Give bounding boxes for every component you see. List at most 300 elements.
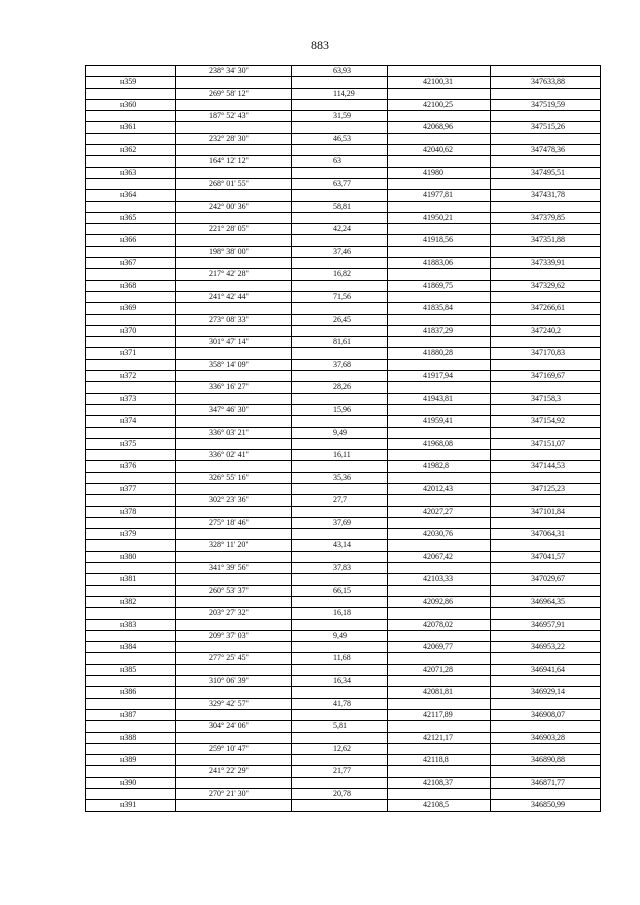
table-row bbox=[86, 732, 601, 743]
table-row bbox=[86, 608, 601, 619]
y-coordinate-cell bbox=[491, 721, 601, 732]
coordinates-table-body bbox=[86, 66, 601, 812]
direction-angle-cell bbox=[176, 506, 292, 517]
x-coordinate-cell bbox=[388, 472, 491, 483]
point-name-cell: н378 bbox=[86, 506, 176, 517]
distance-cell: 9,49 bbox=[292, 630, 388, 641]
y-coordinate-cell: 346890,88 bbox=[491, 755, 601, 766]
x-coordinate-cell: 42092,86 bbox=[388, 596, 491, 607]
y-coordinate-cell bbox=[491, 337, 601, 348]
distance-cell bbox=[292, 416, 388, 427]
point-name-cell: н372 bbox=[86, 371, 176, 382]
x-coordinate-cell bbox=[388, 404, 491, 415]
point-name-cell: н380 bbox=[86, 551, 176, 562]
direction-angle-cell: 164° 12' 12" bbox=[176, 156, 292, 167]
y-coordinate-cell: 347154,92 bbox=[491, 416, 601, 427]
x-coordinate-cell bbox=[388, 359, 491, 370]
distance-cell: 16,18 bbox=[292, 608, 388, 619]
point-name-cell bbox=[86, 721, 176, 732]
table-row bbox=[86, 709, 601, 720]
x-coordinate-cell: 41837,29 bbox=[388, 325, 491, 336]
x-coordinate-cell bbox=[388, 201, 491, 212]
table-row bbox=[86, 314, 601, 325]
point-name-cell bbox=[86, 743, 176, 754]
y-coordinate-cell bbox=[491, 178, 601, 189]
point-name-cell bbox=[86, 382, 176, 393]
x-coordinate-cell: 41917,94 bbox=[388, 371, 491, 382]
y-coordinate-cell: 347041,57 bbox=[491, 551, 601, 562]
direction-angle-cell: 242° 00' 36" bbox=[176, 201, 292, 212]
distance-cell bbox=[292, 687, 388, 698]
point-name-cell bbox=[86, 88, 176, 99]
table-row bbox=[86, 156, 601, 167]
table-row bbox=[86, 777, 601, 788]
table-row bbox=[86, 66, 601, 77]
y-coordinate-cell: 347329,62 bbox=[491, 280, 601, 291]
point-name-cell: н366 bbox=[86, 235, 176, 246]
point-name-cell bbox=[86, 66, 176, 77]
table-row bbox=[86, 642, 601, 653]
distance-cell: 63 bbox=[292, 156, 388, 167]
y-coordinate-cell: 346850,99 bbox=[491, 800, 601, 811]
point-name-cell: н376 bbox=[86, 461, 176, 472]
table-row bbox=[86, 563, 601, 574]
direction-angle-cell bbox=[176, 258, 292, 269]
point-name-cell: н365 bbox=[86, 212, 176, 223]
x-coordinate-cell: 42012,43 bbox=[388, 483, 491, 494]
x-coordinate-cell: 42117,89 bbox=[388, 709, 491, 720]
point-name-cell bbox=[86, 495, 176, 506]
y-coordinate-cell bbox=[491, 789, 601, 800]
point-name-cell: н384 bbox=[86, 642, 176, 653]
distance-cell bbox=[292, 551, 388, 562]
distance-cell: 41,78 bbox=[292, 698, 388, 709]
table-row bbox=[86, 653, 601, 664]
direction-angle-cell bbox=[176, 732, 292, 743]
point-name-cell bbox=[86, 291, 176, 302]
y-coordinate-cell: 347478,36 bbox=[491, 145, 601, 156]
table-row bbox=[86, 800, 601, 811]
y-coordinate-cell: 347339,91 bbox=[491, 258, 601, 269]
point-name-cell bbox=[86, 653, 176, 664]
y-coordinate-cell bbox=[491, 540, 601, 551]
y-coordinate-cell bbox=[491, 111, 601, 122]
x-coordinate-cell bbox=[388, 291, 491, 302]
table-row bbox=[86, 517, 601, 528]
point-name-cell: н367 bbox=[86, 258, 176, 269]
x-coordinate-cell: 41959,41 bbox=[388, 416, 491, 427]
point-name-cell: н383 bbox=[86, 619, 176, 630]
distance-cell: 16,82 bbox=[292, 269, 388, 280]
distance-cell: 63,93 bbox=[292, 66, 388, 77]
point-name-cell bbox=[86, 517, 176, 528]
distance-cell bbox=[292, 145, 388, 156]
distance-cell bbox=[292, 483, 388, 494]
direction-angle-cell bbox=[176, 99, 292, 110]
x-coordinate-cell bbox=[388, 540, 491, 551]
table-row bbox=[86, 269, 601, 280]
x-coordinate-cell bbox=[388, 450, 491, 461]
table-row bbox=[86, 664, 601, 675]
point-name-cell bbox=[86, 246, 176, 257]
direction-angle-cell: 304° 24' 06" bbox=[176, 721, 292, 732]
y-coordinate-cell bbox=[491, 495, 601, 506]
distance-cell: 37,68 bbox=[292, 359, 388, 370]
point-name-cell: н379 bbox=[86, 529, 176, 540]
table-row bbox=[86, 371, 601, 382]
point-name-cell bbox=[86, 314, 176, 325]
distance-cell bbox=[292, 506, 388, 517]
distance-cell bbox=[292, 664, 388, 675]
y-coordinate-cell: 347158,3 bbox=[491, 393, 601, 404]
x-coordinate-cell: 42030,76 bbox=[388, 529, 491, 540]
point-name-cell: н387 bbox=[86, 709, 176, 720]
distance-cell bbox=[292, 709, 388, 720]
direction-angle-cell: 329° 42' 57" bbox=[176, 698, 292, 709]
direction-angle-cell: 241° 42' 44" bbox=[176, 291, 292, 302]
distance-cell: 42,24 bbox=[292, 224, 388, 235]
distance-cell: 27,7 bbox=[292, 495, 388, 506]
y-coordinate-cell bbox=[491, 653, 601, 664]
table-row bbox=[86, 529, 601, 540]
x-coordinate-cell: 42108,37 bbox=[388, 777, 491, 788]
point-name-cell: н370 bbox=[86, 325, 176, 336]
distance-cell bbox=[292, 258, 388, 269]
point-name-cell bbox=[86, 789, 176, 800]
distance-cell bbox=[292, 800, 388, 811]
direction-angle-cell bbox=[176, 483, 292, 494]
x-coordinate-cell bbox=[388, 269, 491, 280]
x-coordinate-cell: 41977,81 bbox=[388, 190, 491, 201]
direction-angle-cell: 241° 22' 29" bbox=[176, 766, 292, 777]
distance-cell: 63,77 bbox=[292, 178, 388, 189]
point-name-cell: н375 bbox=[86, 438, 176, 449]
x-coordinate-cell bbox=[388, 585, 491, 596]
coordinates-table bbox=[85, 65, 601, 812]
distance-cell: 26,45 bbox=[292, 314, 388, 325]
y-coordinate-cell: 346871,77 bbox=[491, 777, 601, 788]
distance-cell: 58,81 bbox=[292, 201, 388, 212]
direction-angle-cell: 217° 42' 28" bbox=[176, 269, 292, 280]
y-coordinate-cell: 346941,64 bbox=[491, 664, 601, 675]
x-coordinate-cell bbox=[388, 427, 491, 438]
x-coordinate-cell bbox=[388, 698, 491, 709]
direction-angle-cell: 302° 23' 36" bbox=[176, 495, 292, 506]
direction-angle-cell bbox=[176, 664, 292, 675]
distance-cell: 20,78 bbox=[292, 789, 388, 800]
table-row bbox=[86, 111, 601, 122]
x-coordinate-cell: 41968,08 bbox=[388, 438, 491, 449]
point-name-cell bbox=[86, 676, 176, 687]
x-coordinate-cell bbox=[388, 382, 491, 393]
y-coordinate-cell: 347064,31 bbox=[491, 529, 601, 540]
y-coordinate-cell bbox=[491, 743, 601, 754]
distance-cell bbox=[292, 77, 388, 88]
table-row bbox=[86, 630, 601, 641]
direction-angle-cell: 203° 27' 32" bbox=[176, 608, 292, 619]
point-name-cell: н374 bbox=[86, 416, 176, 427]
distance-cell bbox=[292, 438, 388, 449]
distance-cell bbox=[292, 190, 388, 201]
y-coordinate-cell bbox=[491, 698, 601, 709]
distance-cell bbox=[292, 99, 388, 110]
table-row bbox=[86, 190, 601, 201]
direction-angle-cell: 232° 28' 30" bbox=[176, 133, 292, 144]
table-row bbox=[86, 766, 601, 777]
table-row bbox=[86, 585, 601, 596]
y-coordinate-cell bbox=[491, 314, 601, 325]
direction-angle-cell: 260° 53' 37" bbox=[176, 585, 292, 596]
y-coordinate-cell: 346908,07 bbox=[491, 709, 601, 720]
table-row bbox=[86, 303, 601, 314]
x-coordinate-cell: 42100,31 bbox=[388, 77, 491, 88]
distance-cell bbox=[292, 642, 388, 653]
distance-cell: 21,77 bbox=[292, 766, 388, 777]
point-name-cell: н360 bbox=[86, 99, 176, 110]
x-coordinate-cell: 41943,81 bbox=[388, 393, 491, 404]
point-name-cell: н361 bbox=[86, 122, 176, 133]
x-coordinate-cell bbox=[388, 563, 491, 574]
direction-angle-cell bbox=[176, 325, 292, 336]
direction-angle-cell: 270° 21' 30" bbox=[176, 789, 292, 800]
direction-angle-cell: 221° 28' 05" bbox=[176, 224, 292, 235]
direction-angle-cell bbox=[176, 709, 292, 720]
y-coordinate-cell: 346964,35 bbox=[491, 596, 601, 607]
y-coordinate-cell: 347431,78 bbox=[491, 190, 601, 201]
x-coordinate-cell: 42118,8 bbox=[388, 755, 491, 766]
point-name-cell: н381 bbox=[86, 574, 176, 585]
distance-cell: 66,15 bbox=[292, 585, 388, 596]
x-coordinate-cell: 42103,33 bbox=[388, 574, 491, 585]
distance-cell: 9,49 bbox=[292, 427, 388, 438]
direction-angle-cell: 277° 25' 45" bbox=[176, 653, 292, 664]
table-row bbox=[86, 427, 601, 438]
y-coordinate-cell bbox=[491, 766, 601, 777]
direction-angle-cell: 259° 10' 47" bbox=[176, 743, 292, 754]
y-coordinate-cell bbox=[491, 608, 601, 619]
y-coordinate-cell bbox=[491, 269, 601, 280]
direction-angle-cell bbox=[176, 235, 292, 246]
direction-angle-cell: 273° 08' 33" bbox=[176, 314, 292, 325]
table-row bbox=[86, 450, 601, 461]
x-coordinate-cell bbox=[388, 337, 491, 348]
y-coordinate-cell bbox=[491, 359, 601, 370]
y-coordinate-cell: 346953,22 bbox=[491, 642, 601, 653]
distance-cell bbox=[292, 167, 388, 178]
direction-angle-cell bbox=[176, 438, 292, 449]
table-row bbox=[86, 687, 601, 698]
point-name-cell bbox=[86, 337, 176, 348]
distance-cell bbox=[292, 574, 388, 585]
point-name-cell bbox=[86, 201, 176, 212]
point-name-cell: н391 bbox=[86, 800, 176, 811]
y-coordinate-cell bbox=[491, 676, 601, 687]
table-row bbox=[86, 201, 601, 212]
x-coordinate-cell: 42069,77 bbox=[388, 642, 491, 653]
distance-cell: 37,69 bbox=[292, 517, 388, 528]
x-coordinate-cell bbox=[388, 495, 491, 506]
distance-cell bbox=[292, 461, 388, 472]
direction-angle-cell: 341° 39' 56" bbox=[176, 563, 292, 574]
y-coordinate-cell bbox=[491, 472, 601, 483]
distance-cell: 15,96 bbox=[292, 404, 388, 415]
direction-angle-cell bbox=[176, 393, 292, 404]
x-coordinate-cell: 41950,21 bbox=[388, 212, 491, 223]
y-coordinate-cell bbox=[491, 291, 601, 302]
y-coordinate-cell bbox=[491, 382, 601, 393]
point-name-cell: н359 bbox=[86, 77, 176, 88]
table-row bbox=[86, 551, 601, 562]
point-name-cell bbox=[86, 585, 176, 596]
direction-angle-cell bbox=[176, 596, 292, 607]
page-number: 883 bbox=[311, 38, 329, 52]
direction-angle-cell bbox=[176, 77, 292, 88]
distance-cell bbox=[292, 619, 388, 630]
point-name-cell: н371 bbox=[86, 348, 176, 359]
table-row bbox=[86, 77, 601, 88]
direction-angle-cell bbox=[176, 461, 292, 472]
distance-cell: 28,26 bbox=[292, 382, 388, 393]
y-coordinate-cell bbox=[491, 630, 601, 641]
distance-cell: 11,68 bbox=[292, 653, 388, 664]
direction-angle-cell bbox=[176, 371, 292, 382]
distance-cell bbox=[292, 235, 388, 246]
point-name-cell bbox=[86, 472, 176, 483]
y-coordinate-cell bbox=[491, 563, 601, 574]
y-coordinate-cell bbox=[491, 201, 601, 212]
direction-angle-cell bbox=[176, 619, 292, 630]
y-coordinate-cell: 347379,85 bbox=[491, 212, 601, 223]
table-row bbox=[86, 382, 601, 393]
point-name-cell bbox=[86, 156, 176, 167]
table-row bbox=[86, 145, 601, 156]
y-coordinate-cell: 346903,28 bbox=[491, 732, 601, 743]
table-row bbox=[86, 755, 601, 766]
distance-cell bbox=[292, 371, 388, 382]
y-coordinate-cell bbox=[491, 517, 601, 528]
direction-angle-cell bbox=[176, 416, 292, 427]
point-name-cell bbox=[86, 450, 176, 461]
x-coordinate-cell: 42071,28 bbox=[388, 664, 491, 675]
direction-angle-cell bbox=[176, 280, 292, 291]
distance-cell bbox=[292, 755, 388, 766]
x-coordinate-cell bbox=[388, 111, 491, 122]
direction-angle-cell bbox=[176, 190, 292, 201]
table-row bbox=[86, 359, 601, 370]
direction-angle-cell bbox=[176, 800, 292, 811]
point-name-cell: н364 bbox=[86, 190, 176, 201]
direction-angle-cell: 336° 16' 27" bbox=[176, 382, 292, 393]
point-name-cell: н382 bbox=[86, 596, 176, 607]
table-row bbox=[86, 596, 601, 607]
x-coordinate-cell bbox=[388, 789, 491, 800]
direction-angle-cell: 269° 58' 12" bbox=[176, 88, 292, 99]
x-coordinate-cell: 42068,96 bbox=[388, 122, 491, 133]
point-name-cell bbox=[86, 224, 176, 235]
direction-angle-cell bbox=[176, 529, 292, 540]
y-coordinate-cell: 346957,91 bbox=[491, 619, 601, 630]
point-name-cell bbox=[86, 766, 176, 777]
direction-angle-cell: 336° 02' 41" bbox=[176, 450, 292, 461]
x-coordinate-cell: 42081,81 bbox=[388, 687, 491, 698]
distance-cell bbox=[292, 393, 388, 404]
table-row bbox=[86, 167, 601, 178]
distance-cell: 16,11 bbox=[292, 450, 388, 461]
point-name-cell bbox=[86, 698, 176, 709]
distance-cell: 43,14 bbox=[292, 540, 388, 551]
direction-angle-cell: 336° 03' 21" bbox=[176, 427, 292, 438]
direction-angle-cell bbox=[176, 551, 292, 562]
x-coordinate-cell bbox=[388, 314, 491, 325]
distance-cell: 71,56 bbox=[292, 291, 388, 302]
x-coordinate-cell bbox=[388, 66, 491, 77]
table-row bbox=[86, 506, 601, 517]
point-name-cell bbox=[86, 404, 176, 415]
direction-angle-cell bbox=[176, 348, 292, 359]
y-coordinate-cell: 347240,2 bbox=[491, 325, 601, 336]
table-row bbox=[86, 235, 601, 246]
point-name-cell bbox=[86, 427, 176, 438]
distance-cell bbox=[292, 777, 388, 788]
point-name-cell: н368 bbox=[86, 280, 176, 291]
table-row bbox=[86, 574, 601, 585]
point-name-cell bbox=[86, 563, 176, 574]
distance-cell: 35,36 bbox=[292, 472, 388, 483]
distance-cell bbox=[292, 596, 388, 607]
point-name-cell bbox=[86, 540, 176, 551]
table-row bbox=[86, 483, 601, 494]
point-name-cell bbox=[86, 269, 176, 280]
direction-angle-cell: 268° 01' 55" bbox=[176, 178, 292, 189]
direction-angle-cell bbox=[176, 755, 292, 766]
point-name-cell: н390 bbox=[86, 777, 176, 788]
table-row bbox=[86, 291, 601, 302]
direction-angle-cell: 198° 38' 00" bbox=[176, 246, 292, 257]
direction-angle-cell: 301° 47' 14" bbox=[176, 337, 292, 348]
x-coordinate-cell bbox=[388, 156, 491, 167]
y-coordinate-cell: 346929,14 bbox=[491, 687, 601, 698]
table-row bbox=[86, 619, 601, 630]
y-coordinate-cell: 347633,88 bbox=[491, 77, 601, 88]
table-row bbox=[86, 348, 601, 359]
direction-angle-cell bbox=[176, 167, 292, 178]
x-coordinate-cell bbox=[388, 721, 491, 732]
direction-angle-cell bbox=[176, 777, 292, 788]
point-name-cell bbox=[86, 608, 176, 619]
y-coordinate-cell: 347519,59 bbox=[491, 99, 601, 110]
x-coordinate-cell: 42108,5 bbox=[388, 800, 491, 811]
x-coordinate-cell bbox=[388, 743, 491, 754]
table-row bbox=[86, 789, 601, 800]
direction-angle-cell: 238° 34' 30" bbox=[176, 66, 292, 77]
x-coordinate-cell bbox=[388, 178, 491, 189]
distance-cell: 37,46 bbox=[292, 246, 388, 257]
x-coordinate-cell: 41982,8 bbox=[388, 461, 491, 472]
y-coordinate-cell: 347169,67 bbox=[491, 371, 601, 382]
direction-angle-cell bbox=[176, 145, 292, 156]
y-coordinate-cell bbox=[491, 404, 601, 415]
table-row bbox=[86, 88, 601, 99]
distance-cell bbox=[292, 212, 388, 223]
distance-cell: 114,29 bbox=[292, 88, 388, 99]
y-coordinate-cell bbox=[491, 585, 601, 596]
distance-cell: 46,53 bbox=[292, 133, 388, 144]
y-coordinate-cell: 347144,53 bbox=[491, 461, 601, 472]
table-row bbox=[86, 99, 601, 110]
distance-cell: 81,61 bbox=[292, 337, 388, 348]
distance-cell: 12,62 bbox=[292, 743, 388, 754]
table-row bbox=[86, 416, 601, 427]
